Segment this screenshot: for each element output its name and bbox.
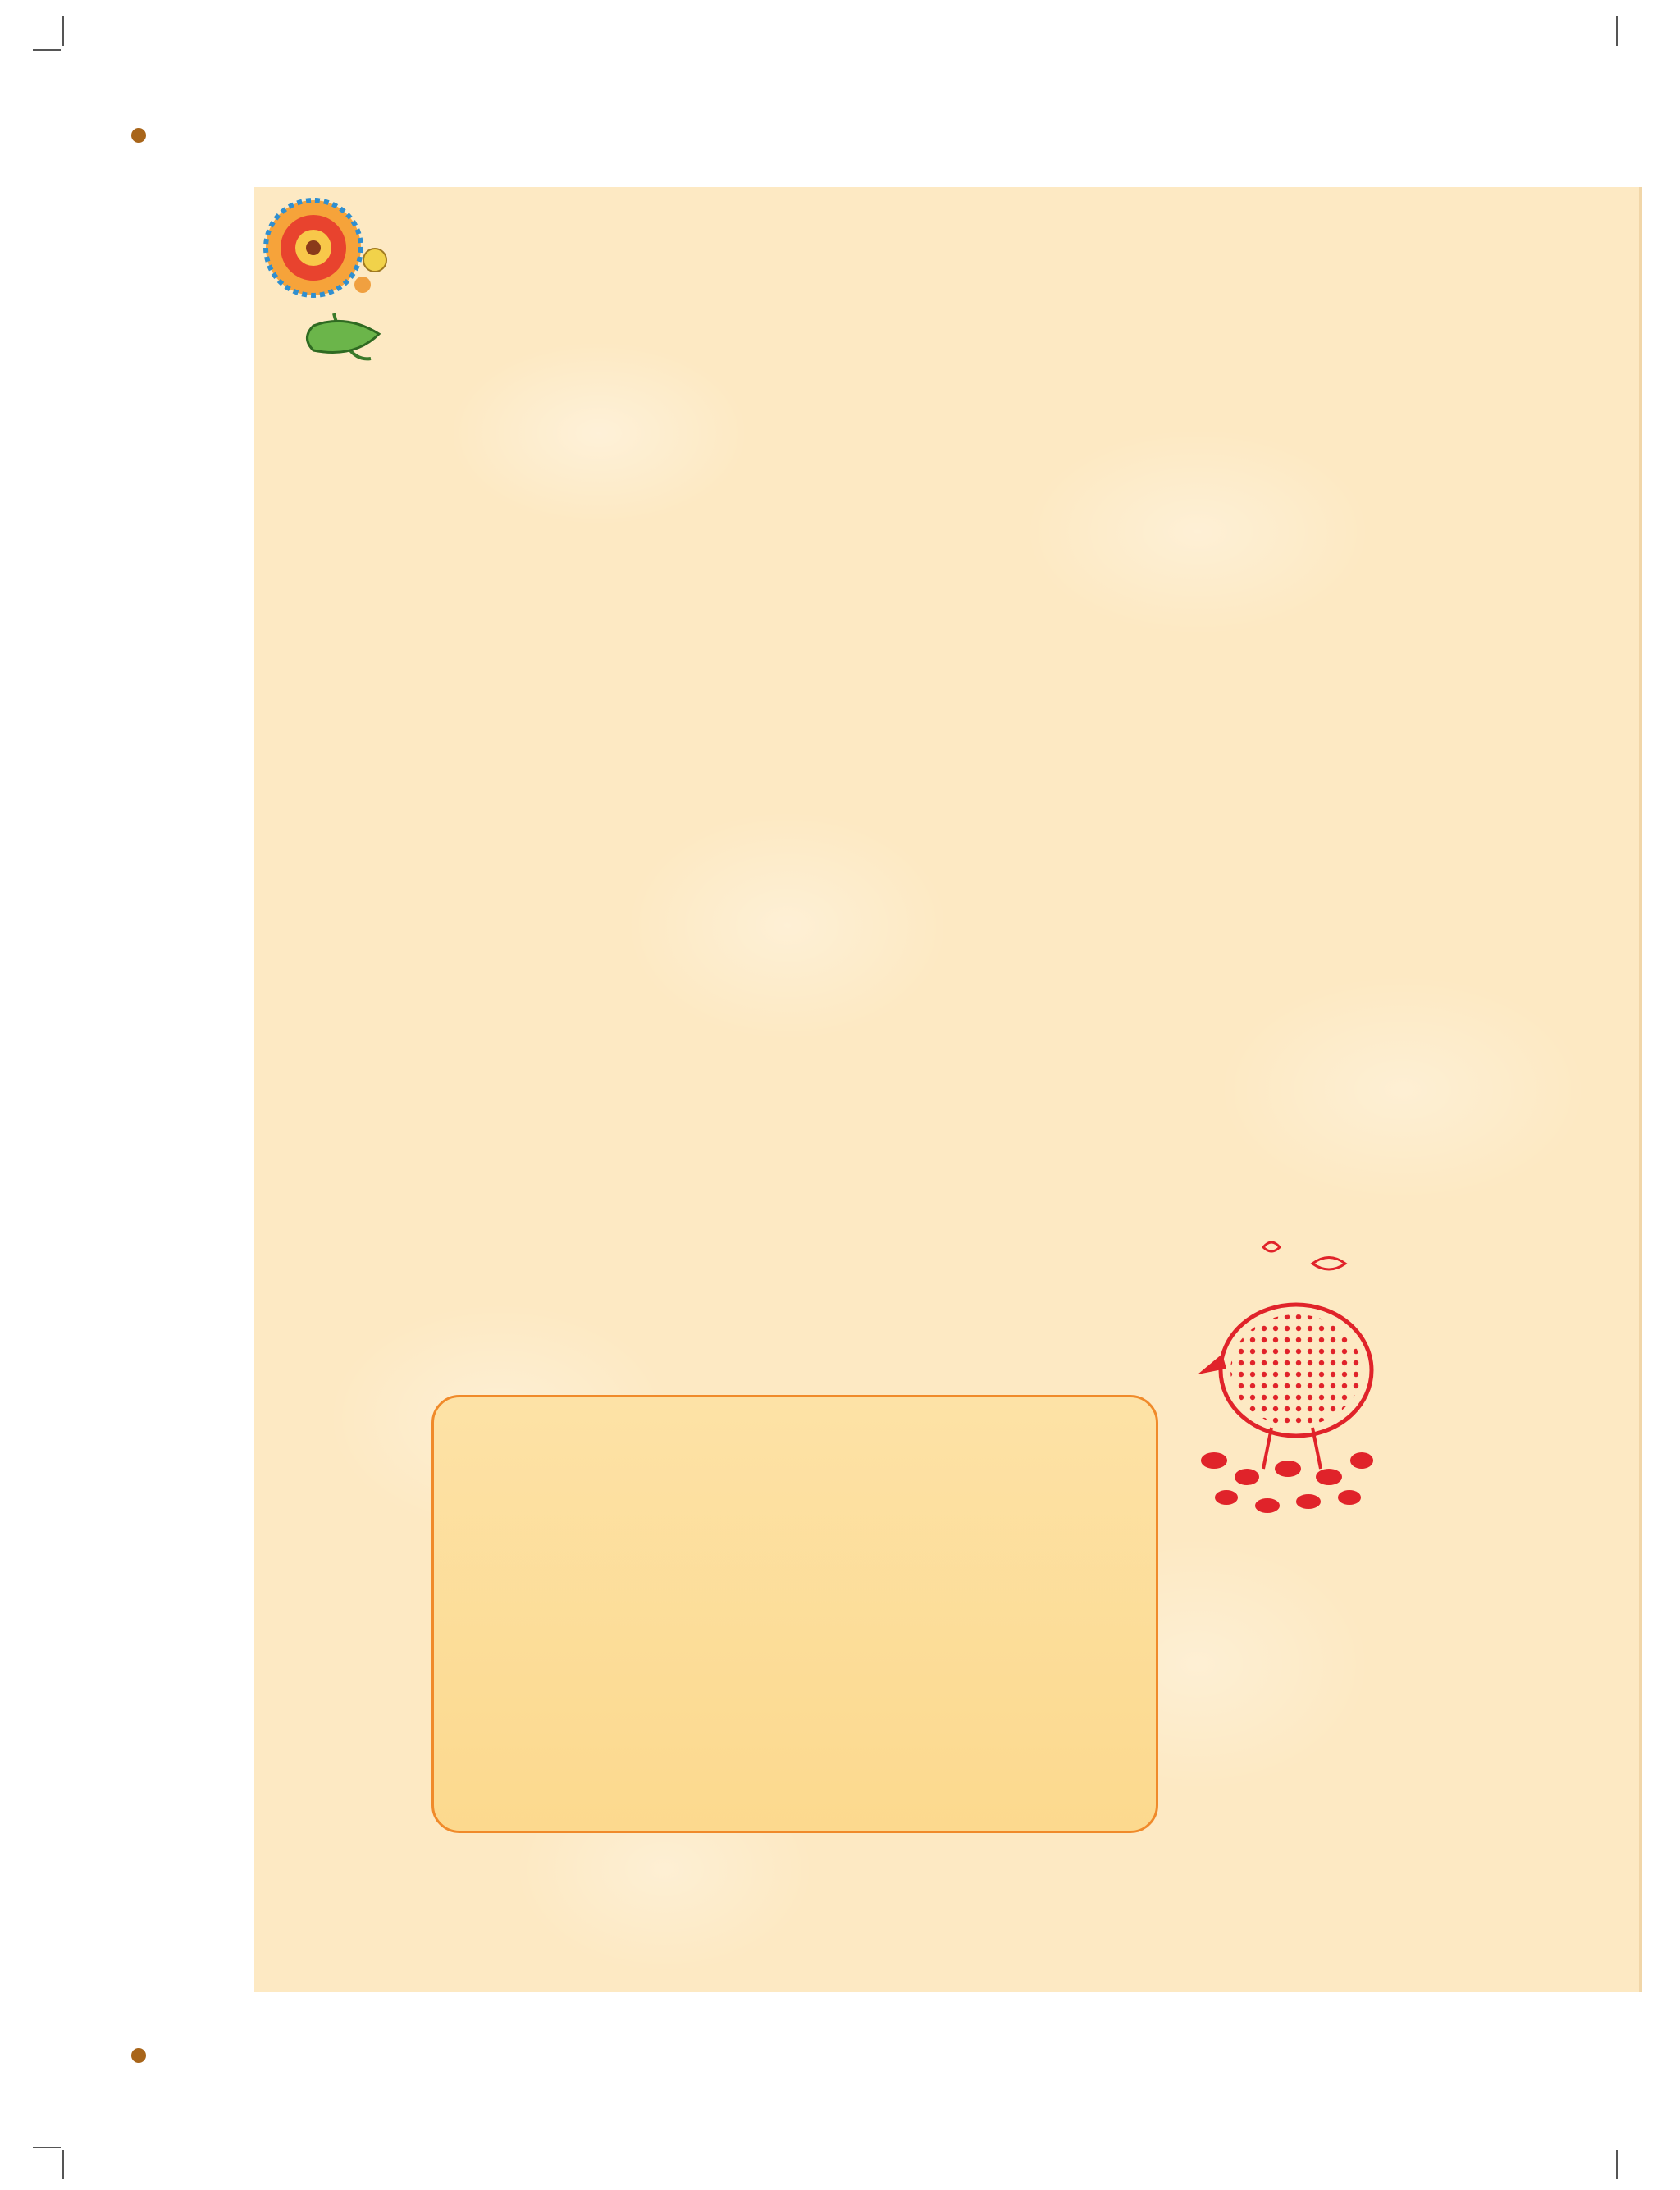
crop-mark: [33, 49, 61, 51]
crop-mark: [33, 2147, 61, 2148]
crop-mark: [62, 16, 64, 46]
vine-knot-icon: [131, 128, 146, 143]
vine-border-left: [115, 131, 180, 2060]
vine-border-top: [139, 115, 1680, 166]
crop-mark: [1616, 16, 1618, 46]
bird-illustration-icon: [1189, 1231, 1395, 1526]
vine-knot-icon: [131, 2048, 146, 2063]
crop-mark: [62, 2150, 64, 2179]
asterisk-flower-icon: [180, 1674, 246, 2002]
panel-edge: [1639, 187, 1642, 1992]
crop-mark: [1616, 2150, 1618, 2179]
design-team-box: [431, 1395, 1158, 1833]
vine-border-bottom: [139, 2032, 1680, 2083]
flower-illustration-icon: [256, 190, 404, 363]
